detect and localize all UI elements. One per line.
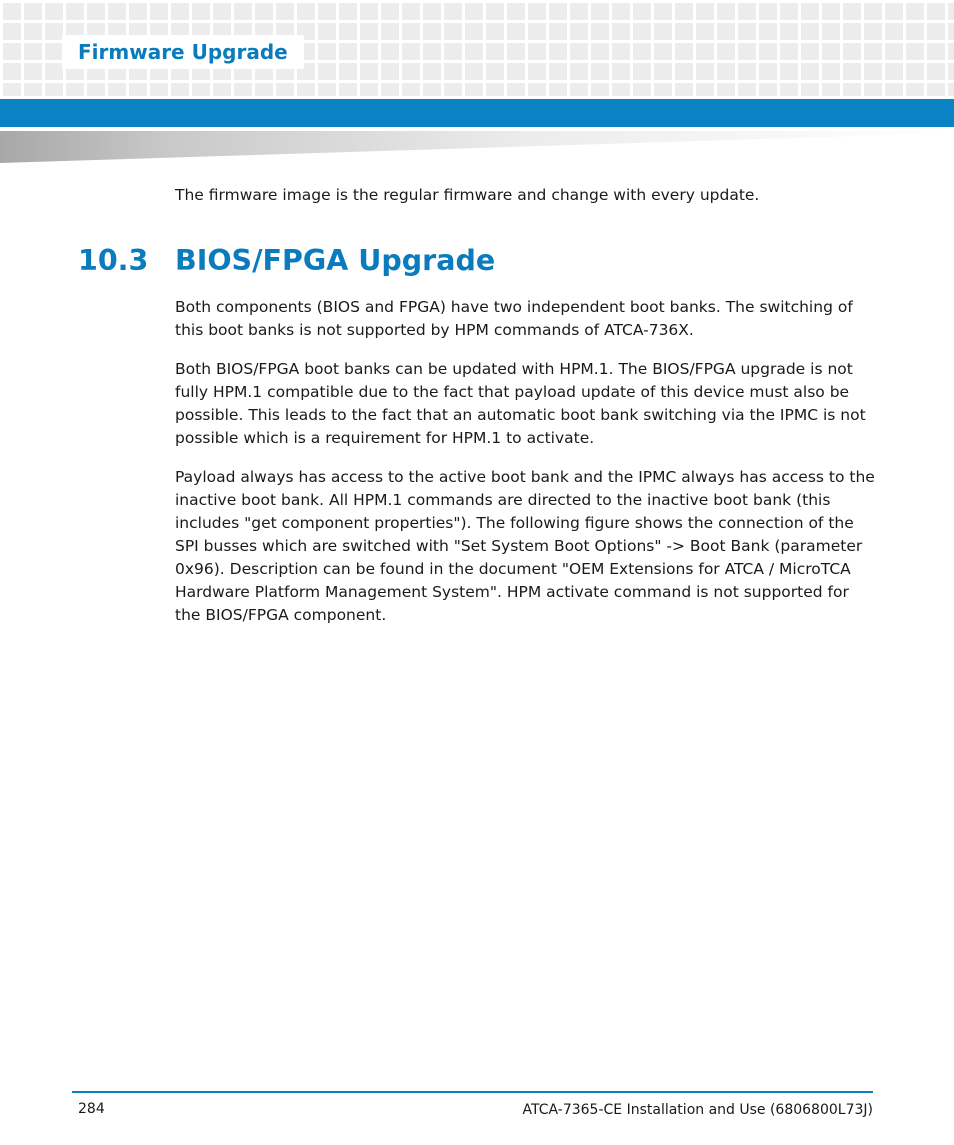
- section-title: BIOS/FPGA Upgrade: [175, 244, 496, 277]
- footer-document-title: ATCA-7365-CE Installation and Use (6806800L73J): [522, 1102, 873, 1118]
- body-paragraph-1: Both components (BIOS and FPGA) have two independent boot banks. The switching of this boot banks is not supported by HPM commands of ATCA-736X.: [175, 298, 853, 339]
- chapter-header-title: Firmware Upgrade: [62, 35, 304, 69]
- section-body: [175, 296, 875, 643]
- footer-rule: [72, 1091, 873, 1093]
- section-heading: [78, 241, 495, 281]
- body-paragraph-3: Payload always has access to the active boot bank and the IPMC always has access to the inactive boot bank. All HPM.1 commands are directed to the inactive boot bank (this includes "get component properties"). The following figure shows the connection of the SPI busses which are switched with "Set System Boot Options" -> Boot Bank (parameter 0x96). Description can be found in the document "OEM Extensions for ATCA / MicroTCA Hardware Platform Management System". HPM activate command is not supported for the BIOS/FPGA component.: [175, 468, 875, 624]
- intro-paragraph: The firmware image is the regular firmware and change with every update.: [175, 186, 760, 204]
- header-blue-band: [0, 99, 954, 127]
- section-number: 10.3: [78, 244, 149, 277]
- body-paragraph-2: Both BIOS/FPGA boot banks can be updated with HPM.1. The BIOS/FPGA upgrade is not fully HPM.1 compatible due to the fact that payload update of this device must also be possible. This leads to the fact that an automatic boot bank switching via the IPMC is not possible which is a requirement for HPM.1 to activate.: [175, 360, 866, 447]
- footer-page-number: 284: [78, 1101, 105, 1117]
- header-gray-band: [0, 131, 954, 163]
